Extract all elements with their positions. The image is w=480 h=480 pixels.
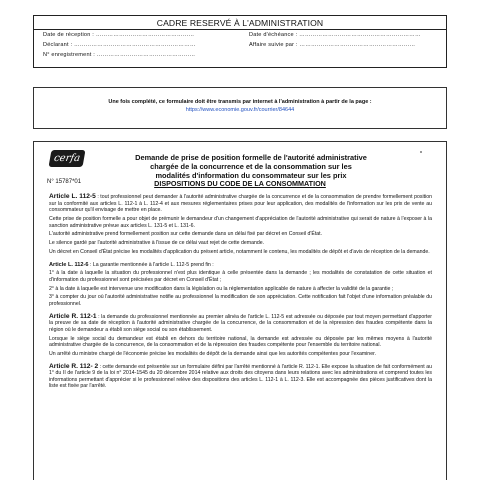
article-text: : cette demande est présentée sur un formulaire défini par l'arrêté mentionné à l'article R. 112-1. Elle expose la situation de fait conformément au 1° du II de l'article 9 de la loi n° 2014-1545 du 20 décembre 2014 relative aux droits des citoyens dans leurs relations avec les administrations et comprend toutes les informations permettant d'apprécier si le professionnel relève des dispositions des articles L. 112-1 à L. 112-3. Elle est accompagnée des pièces justificatives dont la liste est fixée par l'arrêté. <box>49 363 432 390</box>
legal-provisions <box>49 194 432 392</box>
article-l112-5 <box>49 194 432 214</box>
reception-date-field[interactable]: Date de réception : …………………………………………… <box>43 32 195 38</box>
submission-notice-box <box>33 87 447 129</box>
submission-link[interactable]: https://www.economie.gouv.fr/courrier/84644 <box>185 107 295 113</box>
article-heading: Article L. 112-5 <box>49 193 96 200</box>
article-r112-1 <box>49 314 432 334</box>
paragraph: Lorsque le siège social du demandeur est établi en dehors du territoire national, la demande est adressée ou déposée par les mêmes moyens à l'autorité administrative chargée de la concurrence, de la consommation et de la répression des fraudes compétente pour l'ensemble du territoire national. <box>49 335 432 349</box>
submission-notice-text: Une fois complété, ce formulaire doit être transmis par internet à l'administration à partir de la page : <box>108 99 372 105</box>
paragraph: 1° à la date à laquelle la situation du professionnel n'est plus identique à celle présentée dans la demande ; les modalités de constatation de cette situation et d'information du professionnel sont précisées par décret en Conseil d'État ; <box>49 270 432 283</box>
form-main-box <box>33 141 447 480</box>
admin-reserved-box <box>33 15 447 68</box>
admin-box-divider <box>34 29 446 30</box>
paragraph: L'autorité administrative prend formellement position sur cette demande dans un délai fixé par décret en Conseil d'État. <box>49 231 323 238</box>
declarant-field[interactable]: Déclarant : ……………………………………………………… <box>43 42 196 48</box>
paragraph: Un décret en Conseil d'État précise les modalités d'application du présent article, notamment le contenu, les modalités de dépôt et d'avis de réception de la demande. <box>49 248 430 255</box>
registration-number-field[interactable]: N° enregistrement : …………………………………………… <box>43 52 196 58</box>
corner-mark <box>420 151 422 153</box>
article-heading: Article R. 112- 2 <box>49 362 99 370</box>
article-heading: Article L. 112-6 <box>49 261 89 268</box>
article-r112-2 <box>49 364 432 390</box>
admin-box-title: CADRE RESERVÉ À L'ADMINISTRATION <box>156 18 324 28</box>
paragraph: Le silence gardé par l'autorité administrative à l'issue de ce délai vaut rejet de cette demande. <box>49 240 265 247</box>
article-text: : tout professionnel peut demander à l'autorité administrative chargée de la concurrence et de la consommation de prendre formellement position sur la conformité aux articles L. 112-1 à L. 112-4 et aux mesures réglementaires prises pour leur application, des modalités de l'information sur les prix de vente au consommateur qu'il envisage de mettre en place. <box>49 194 432 214</box>
paragraph: Cette prise de position formelle a pour objet de prémunir le demandeur d'un changement d'appréciation de l'autorité administrative qui serait de nature à l'exposer à la sanction administrative prévue aux articles L. 131-5 et L. 131-6. <box>49 215 432 229</box>
article-l112-6 <box>49 262 432 269</box>
section-title: DISPOSITIONS DU CODE DE LA CONSOMMATION <box>154 179 326 188</box>
article-text: : La garantie mentionnée à l'article L. 112-5 prend fin : <box>88 261 214 268</box>
paragraph: 3° à compter du jour où l'autorité administrative notifie au professionnel la modification de son appréciation. Cette notification fait l'objet d'une information préalable du professionnel. <box>49 294 432 308</box>
cerfa-logo: cerfa <box>49 150 86 167</box>
followed-by-field[interactable]: Affaire suivie par : …………………………………………………… <box>249 42 416 48</box>
paragraph: 2° à la date à laquelle est intervenue une modification dans la législation ou la réglementation applicable de nature à affecter la validité de la garantie ; <box>49 285 394 292</box>
paragraph: Un arrêté du ministre chargé de l'économie précise les modalités de dépôt de la demande ainsi que les autorités compétentes pour l'examiner. <box>49 350 376 357</box>
deadline-date-field[interactable]: Date d'échéance : ……………………………………………………… <box>249 32 421 38</box>
cerfa-number: N° 15787*01 <box>47 179 82 185</box>
form-title: Demande de prise de position formelle de l'autorité administrative chargée de la concurrence et de la consommation sur les modalités d'information du consommateur sur les prix <box>135 153 367 180</box>
article-heading: Article R. 112-1 <box>49 312 97 320</box>
article-text: : la demande du professionnel mentionnée au premier alinéa de l'article L. 112-5 est adressée ou déposée par tout moyen permettant d'apporter la preuve de sa date de réception à l'autorité administrative chargée de la concurrence, de la consommation et de la répression des fraudes compétente dans la région où le demandeur a établi son siège social ou son établissement. <box>49 313 432 333</box>
